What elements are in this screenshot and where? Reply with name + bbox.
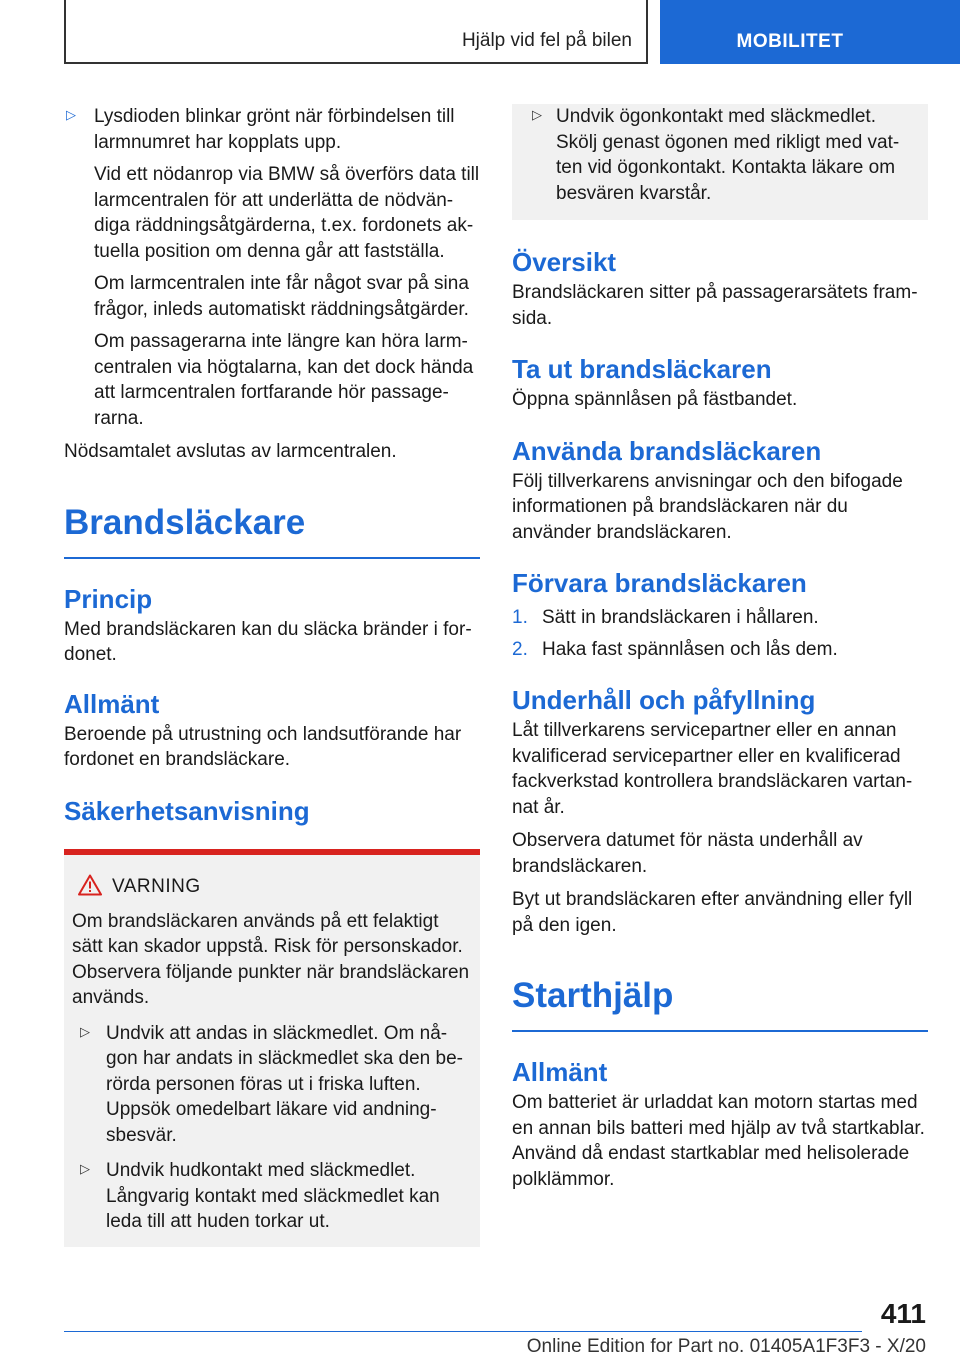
closing-text: Nödsamtalet avslutas av larmcentralen. (64, 441, 397, 462)
section-text: Öppna spännlåsen på fästbandet. (512, 389, 798, 410)
bullet-text: Lysdioden blinkar grönt när förbindelsen till larmnumret har kopplats upp. (94, 106, 455, 153)
header-tab[interactable] (660, 0, 960, 64)
step-text: Haka fast spännlåsen och lås dem. (542, 638, 838, 660)
triangle-bullet-icon: ▷ (80, 1023, 90, 1039)
triangle-bullet-icon: ▷ (80, 1161, 90, 1176)
section-text: Observera datumet för nästa underhåll av brandsläckaren. (512, 830, 863, 877)
section-title: Använda brandsläckaren (512, 435, 822, 466)
triangle-bullet-icon: ▷ (66, 107, 76, 122)
warning-text: Om brandsläckaren används på ett felaktigt sätt kan skador uppstå. Risk för personskador. Observera följande punkter när brandsläckaren används. (72, 910, 470, 1008)
triangle-bullet-icon: ▷ (532, 107, 542, 122)
list-item (64, 104, 480, 431)
page-number: 411 (880, 1298, 926, 1329)
warning-continuation-box (512, 104, 928, 220)
chapter-rule (512, 1030, 928, 1032)
numbered-list (512, 605, 928, 662)
section-text: Låt tillverkarens servicepartner eller en annan kvalificerad servicepartner eller en kvalificerad fackverkstad kontrollera brandsläckaren vartannat år. (512, 720, 913, 818)
section-text: Beroende på utrustning och landsutförande har fordonet en brandsläckare. (64, 723, 462, 770)
list-item (72, 1158, 472, 1235)
list-item (512, 637, 928, 663)
section-title: Säkerhetsanvisning (64, 795, 310, 826)
section-title: Princip (64, 583, 153, 614)
step-number: 1. (512, 607, 528, 628)
left-column (64, 104, 480, 1247)
section-text: Följ tillverkarens anvisningar och den bifogade informationen på brandsläckaren när du använder brandsläckaren. (512, 470, 903, 543)
warning-triangle-icon (78, 874, 102, 896)
list-item (524, 104, 918, 206)
section-title: Förvara brandsläckaren (512, 568, 807, 598)
chapter-title: Starthjälp (512, 976, 674, 1015)
chapter-title: Brandsläckare (64, 502, 306, 542)
step-number: 2. (512, 638, 528, 660)
bullet-text: Undvik hudkontakt med släckmedlet. Långvarig kontakt med släckmedlet kan leda till att huden torkar ut. (106, 1160, 440, 1232)
bullet-text: Om passagerarna inte längre kan höra larmcentralen via högtalarna, kan det dock hända att larmcentralen fortfarande hör passagerarna. (94, 331, 474, 429)
footer-edition: Online Edition for Part no. 01405A1F3F3 - X/20 (526, 1336, 926, 1357)
bullet-text: Undvik att andas in släckmedlet. Om någon har andats in släckmedlet ska den berörda personen föras ut i friska luften. Uppsök omedelbart läkare vid andningsbesvär. (106, 1022, 463, 1146)
header-section-title: Hjälp vid fel på bilen (461, 30, 632, 51)
list-item (512, 605, 928, 631)
section-text: Med brandsläckaren kan du släcka bränder i fordonet. (64, 618, 472, 665)
section-title: Allmänt (64, 688, 160, 719)
section-title: Översikt (512, 247, 617, 277)
bullet-text: Om larmcentralen inte får något svar på sina frågor, inleds automatiskt räddningsåtgärder. (94, 273, 469, 320)
section-title: Allmänt (512, 1057, 608, 1087)
warning-label: VARNING (112, 875, 201, 897)
bullet-text: Undvik ögonkontakt med släckmedlet. Skölj genast ögonen med rikligt med vatten vid ögonkontakt. Kontakta läkare om besvären kvarstår. (556, 106, 900, 204)
warning-box (64, 849, 480, 1247)
header-section-box (64, 0, 648, 64)
chapter-rule (64, 557, 480, 559)
section-title: Underhåll och påfyllning (512, 685, 816, 715)
step-text: Sätt in brandsläckaren i hållaren. (542, 607, 819, 628)
footer-rule (64, 1331, 862, 1332)
bullet-text: Vid ett nödanrop via BMW så överförs data till larmcentralen för att underlätta de nödvändiga räddningsåtgärderna, t.ex. fordonets aktuella position om denna går att fastställa. (94, 164, 480, 262)
section-text: Brandsläckaren sitter på passagerarsätets framsida. (512, 282, 918, 329)
header-tab-label: MOBILITET (736, 31, 844, 52)
section-text: Om batteriet är urladdat kan motorn startas med en annan bils batteri med hjälp av två startkablar. Använd då endast startkablar med helisolerade polklämmor. (512, 1092, 925, 1190)
section-text: Byt ut brandsläckaren efter användning eller fyll på den igen. (512, 889, 913, 936)
list-item (72, 1021, 472, 1149)
section-title: Ta ut brandsläckaren (512, 354, 772, 384)
right-column (512, 104, 928, 1192)
